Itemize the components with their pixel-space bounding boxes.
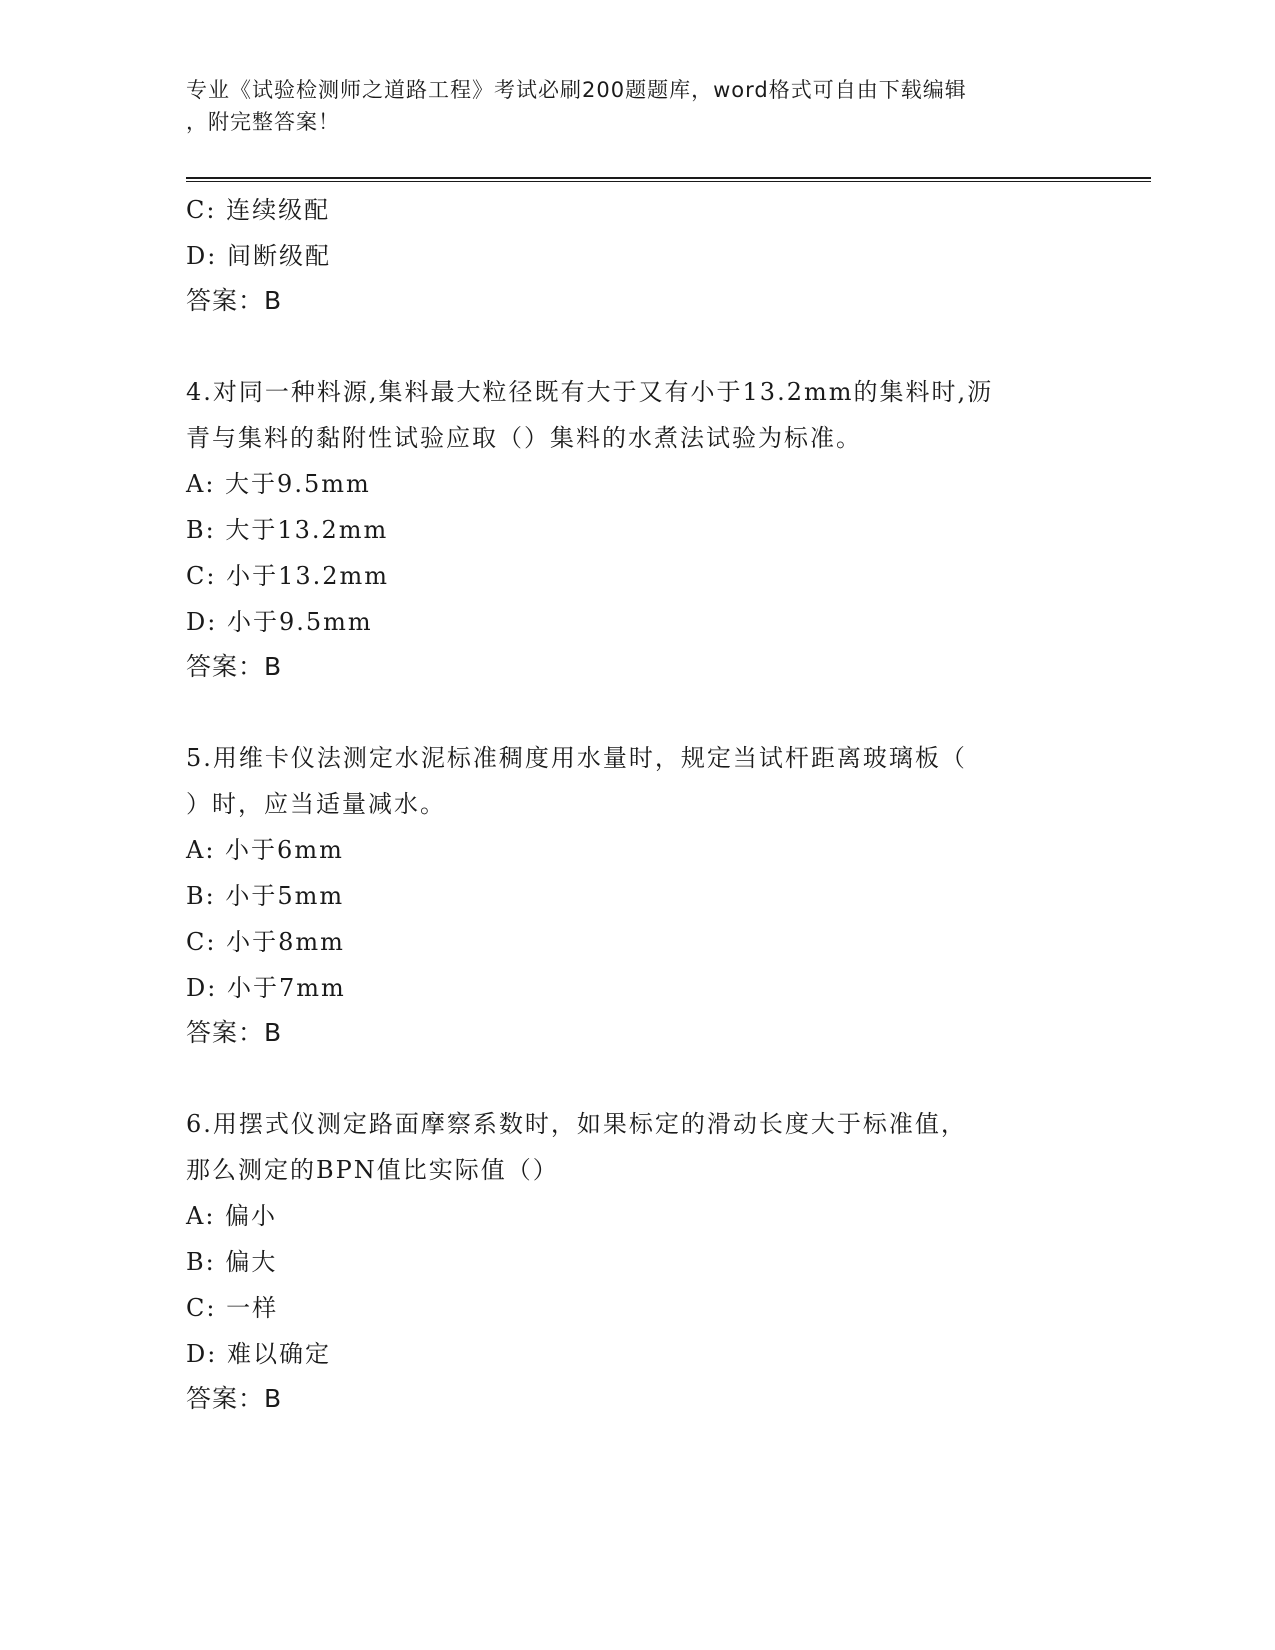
header-divider — [186, 177, 1151, 182]
answer-line: 答案：B — [186, 1384, 283, 1413]
option-b: B: 大于13.2mm — [186, 516, 389, 544]
question-5 — [186, 735, 1086, 1055]
question-6 — [186, 1101, 1086, 1421]
question-text-line: 5.用维卡仪法测定水泥标准稠度用水量时，规定当试杆距离玻璃板（ — [186, 744, 967, 772]
option-d: D: 小于9.5mm — [186, 608, 373, 636]
option-a: A: 大于9.5mm — [186, 470, 371, 498]
question-text-line: 青与集料的黏附性试验应取（）集料的水煮法试验为标准。 — [186, 424, 862, 452]
spacer — [186, 1055, 1086, 1101]
option-d: D: 间断级配 — [186, 242, 331, 270]
header-title-line-1: 专业《试验检测师之道路工程》考试必刷200题题库，word格式可自由下载编辑 — [186, 78, 967, 102]
document-header — [186, 74, 1066, 138]
option-a: A: 小于6mm — [186, 836, 344, 864]
option-c: C: 连续级配 — [186, 196, 331, 224]
question-text-line: 那么测定的BPN值比实际值（） — [186, 1156, 559, 1184]
spacer — [186, 689, 1086, 735]
option-c: C: 一样 — [186, 1294, 279, 1322]
question-text-line: 6.用摆式仪测定路面摩察系数时，如果标定的滑动长度大于标准值， — [186, 1110, 967, 1138]
spacer — [186, 323, 1086, 369]
option-b: B: 小于5mm — [186, 882, 345, 910]
question-4 — [186, 369, 1086, 689]
option-d: D: 难以确定 — [186, 1340, 331, 1368]
option-c: C: 小于13.2mm — [186, 562, 390, 590]
question-text-line: ）时，应当适量减水。 — [186, 790, 446, 818]
option-d: D: 小于7mm — [186, 974, 346, 1002]
question-text-line: 4.对同一种料源,集料最大粒径既有大于又有小于13.2mm的集料时,沥 — [186, 378, 994, 406]
document-body — [186, 187, 1086, 1421]
answer-line: 答案：B — [186, 1018, 283, 1047]
option-c: C: 小于8mm — [186, 928, 345, 956]
question-3-fragment — [186, 187, 1086, 323]
answer-line: 答案：B — [186, 652, 283, 681]
header-title-line-2: ，附完整答案！ — [186, 110, 340, 134]
answer-line: 答案：B — [186, 286, 283, 315]
option-b: B: 偏大 — [186, 1248, 278, 1276]
option-a: A: 偏小 — [186, 1202, 278, 1230]
